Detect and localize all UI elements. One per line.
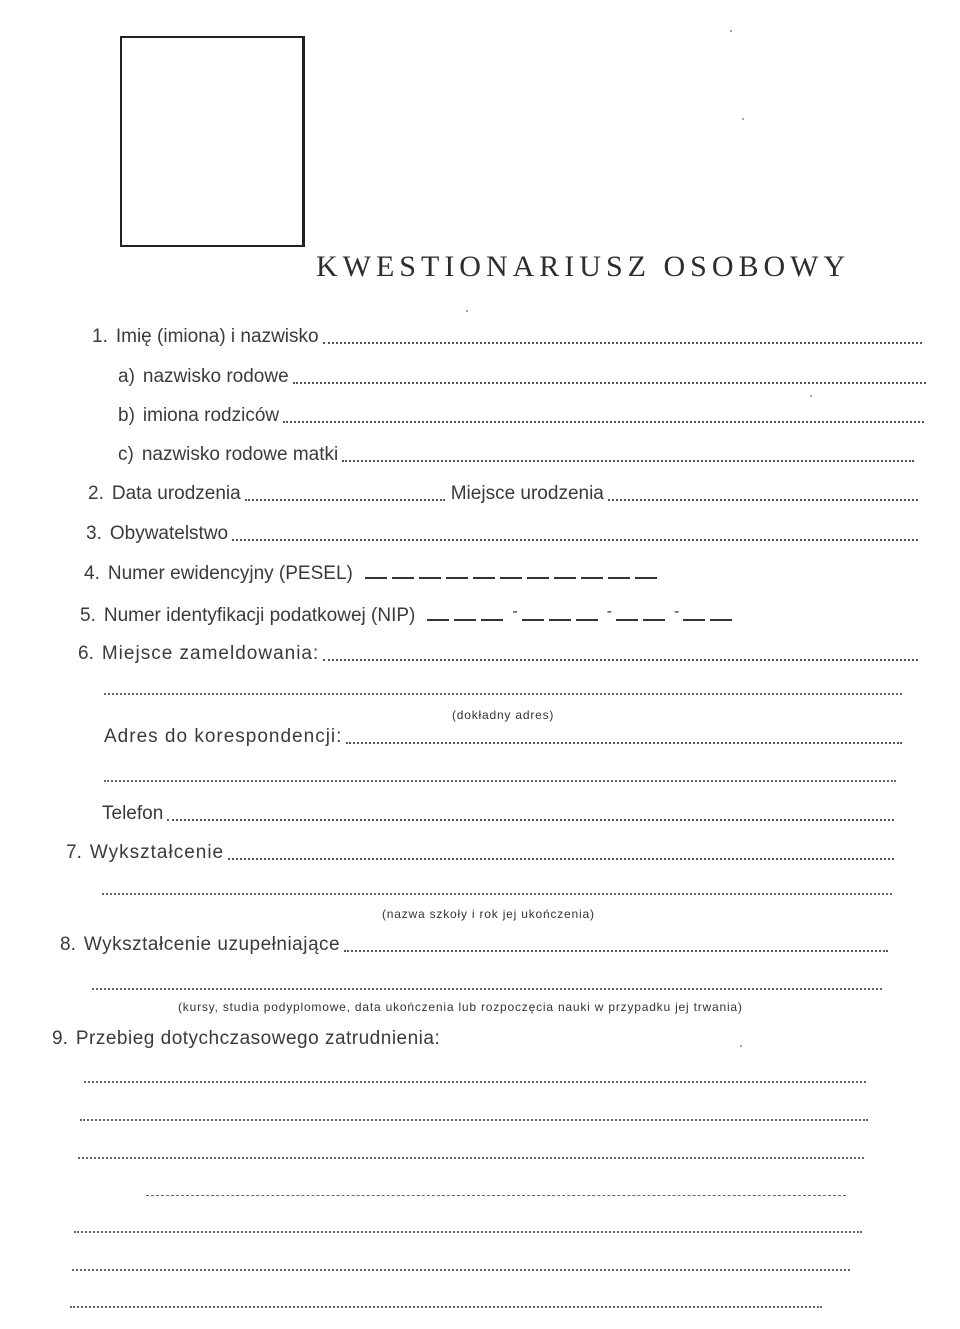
field-label: nazwisko rodowe bbox=[142, 366, 289, 387]
field-correspondence-address[interactable] bbox=[104, 726, 902, 748]
scan-speck bbox=[466, 310, 468, 312]
employment-fill-line[interactable] bbox=[146, 1194, 846, 1196]
field-label: Numer ewidencyjny (PESEL) bbox=[107, 563, 353, 584]
field-label: Obywatelstwo bbox=[109, 523, 229, 544]
field-label: Miejsce urodzenia bbox=[450, 483, 604, 504]
additional-education-fill-line[interactable] bbox=[92, 987, 882, 990]
item-number: 5. bbox=[80, 605, 96, 626]
birth-place-line[interactable] bbox=[608, 498, 918, 501]
fill-line[interactable] bbox=[342, 459, 914, 462]
field-label: Imię (imiona) i nazwisko bbox=[115, 326, 319, 347]
item-letter: c) bbox=[118, 444, 134, 465]
item-letter: a) bbox=[118, 366, 135, 387]
field-phone[interactable] bbox=[102, 803, 894, 825]
employment-fill-line[interactable] bbox=[70, 1305, 822, 1308]
nip-separator: - bbox=[606, 603, 613, 620]
address-hint: (dokładny adres) bbox=[452, 708, 555, 722]
item-number: 3. bbox=[86, 523, 102, 544]
address-fill-line[interactable] bbox=[104, 692, 902, 695]
field-name[interactable] bbox=[92, 326, 922, 348]
nip-digit-boxes[interactable] bbox=[427, 603, 737, 621]
fill-line[interactable] bbox=[346, 741, 902, 744]
field-pesel bbox=[84, 563, 924, 585]
field-label: Wykształcenie uzupełniające bbox=[83, 934, 341, 955]
pesel-digit-boxes[interactable] bbox=[365, 576, 662, 579]
fill-line[interactable] bbox=[293, 381, 926, 384]
field-nip bbox=[80, 603, 920, 627]
fill-line[interactable] bbox=[344, 949, 888, 952]
birth-date-line[interactable] bbox=[245, 498, 445, 501]
field-mother-family-name[interactable] bbox=[118, 444, 914, 466]
field-label: Przebieg dotychczasowego zatrudnienia: bbox=[75, 1028, 441, 1049]
fill-line[interactable] bbox=[232, 538, 918, 541]
field-label: Numer identyfikacji podatkowej (NIP) bbox=[103, 605, 416, 626]
field-label: Data urodzenia bbox=[111, 483, 241, 504]
item-number: 8. bbox=[60, 934, 76, 955]
correspondence-fill-line[interactable] bbox=[104, 779, 896, 782]
nip-separator: - bbox=[512, 603, 518, 620]
fill-line[interactable] bbox=[323, 341, 922, 344]
field-citizenship[interactable] bbox=[86, 523, 918, 545]
fill-line[interactable] bbox=[323, 658, 918, 661]
form-title: KWESTIONARIUSZ OSOBOWY bbox=[316, 250, 851, 283]
scan-speck bbox=[740, 1045, 742, 1047]
employment-fill-line[interactable] bbox=[80, 1118, 868, 1121]
field-additional-education[interactable] bbox=[60, 934, 888, 956]
field-label: Telefon bbox=[102, 803, 164, 824]
photo-box bbox=[120, 36, 305, 247]
field-label: nazwisko rodowe matki bbox=[141, 444, 339, 465]
field-label: Wykształcenie bbox=[89, 842, 225, 863]
employment-fill-line[interactable] bbox=[74, 1230, 862, 1233]
item-number: 7. bbox=[66, 842, 82, 863]
employment-fill-line[interactable] bbox=[78, 1156, 864, 1159]
education-fill-line[interactable] bbox=[102, 892, 892, 895]
item-number: 1. bbox=[92, 326, 108, 347]
employment-fill-line[interactable] bbox=[72, 1268, 850, 1271]
additional-education-hint: (kursy, studia podyplomowe, data ukończenia lub rozpoczęcia nauki w przypadku jej trwania) bbox=[178, 1000, 743, 1014]
fill-line[interactable] bbox=[283, 420, 924, 423]
scan-speck bbox=[810, 395, 812, 397]
field-label: Miejsce zameldowania: bbox=[101, 643, 320, 664]
field-parents-names[interactable] bbox=[118, 405, 924, 427]
fill-line[interactable] bbox=[228, 857, 894, 860]
field-birth bbox=[88, 483, 918, 505]
scan-speck bbox=[730, 30, 732, 32]
item-letter: b) bbox=[118, 405, 135, 426]
item-number: 2. bbox=[88, 483, 104, 504]
item-number: 6. bbox=[78, 643, 94, 664]
item-number: 4. bbox=[84, 563, 100, 584]
field-employment-history bbox=[52, 1028, 652, 1050]
field-family-name[interactable] bbox=[118, 366, 926, 388]
field-registered-address[interactable] bbox=[78, 643, 918, 665]
fill-line[interactable] bbox=[167, 818, 894, 821]
nip-separator: - bbox=[674, 603, 680, 620]
field-label: imiona rodziców bbox=[142, 405, 280, 426]
education-hint: (nazwa szkoły i rok jej ukończenia) bbox=[382, 907, 595, 921]
employment-fill-line[interactable] bbox=[84, 1080, 866, 1083]
field-education[interactable] bbox=[66, 842, 894, 864]
field-label: Adres do korespondencji: bbox=[104, 726, 343, 747]
scan-speck bbox=[742, 118, 744, 120]
item-number: 9. bbox=[52, 1028, 68, 1049]
